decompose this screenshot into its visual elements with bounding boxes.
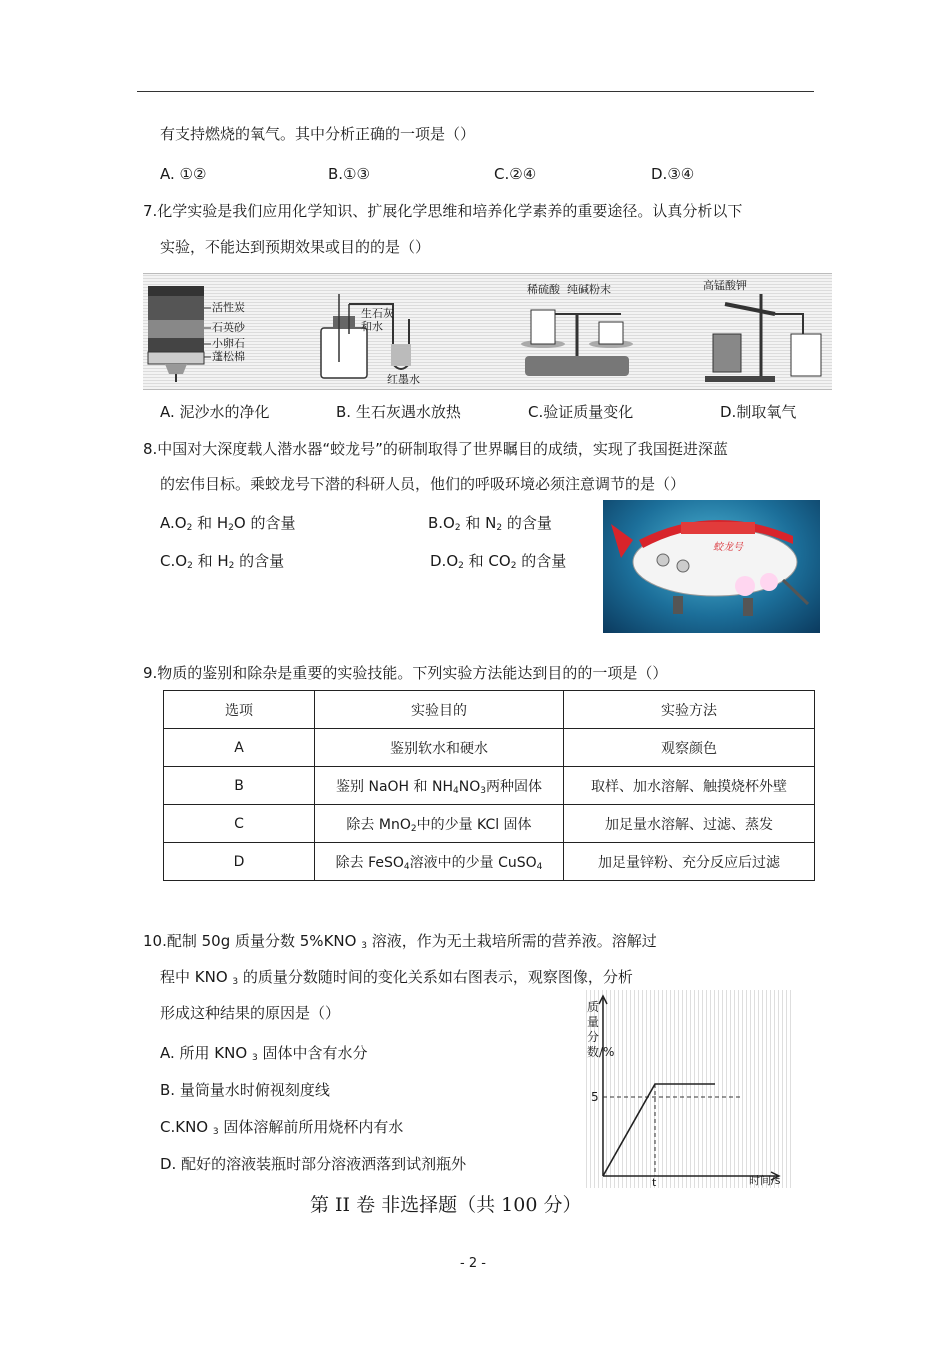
- q8-d-sub1: 2: [458, 561, 464, 571]
- q6-tail-text: 有支持燃烧的氧气。其中分析正确的一项是（）: [160, 125, 476, 143]
- q10-c-p2: 固体溶解前所用烧杯内有水: [218, 1118, 404, 1136]
- balance-scale: [521, 310, 633, 376]
- q8-b-p3: 的含量: [502, 514, 552, 532]
- q8-b-p1: B.O: [428, 514, 455, 532]
- row-c-goal-sub1: 2: [410, 823, 417, 834]
- table-row[interactable]: [164, 729, 815, 767]
- row-d-goal: [315, 843, 564, 881]
- q10-l2-p1: 程中 KNO: [160, 968, 233, 986]
- q6-option-b[interactable]: B.①③: [328, 165, 370, 183]
- filter-label-cotton: 蓬松棉: [212, 350, 245, 363]
- q8-option-a[interactable]: [160, 513, 295, 538]
- page-number: - 2 -: [460, 1256, 486, 1271]
- row-b-goal-p3: 两种固体: [485, 778, 542, 795]
- graph-y-tick: 5: [591, 1090, 599, 1104]
- graph-y-label: 质量分数/%: [587, 1000, 615, 1059]
- filter-column: [148, 286, 211, 382]
- row-a-goal-text: 鉴别软水和硬水: [390, 740, 488, 757]
- header-goal: 实验目的: [315, 691, 564, 729]
- table-header-row: [164, 691, 815, 729]
- q9-stem: 9.物质的鉴别和除杂是重要的实验技能。下列实验方法能达到目的的一项是（）: [143, 664, 668, 682]
- graph-x-label: 时间/s: [749, 1174, 781, 1187]
- q10-a-sub: 3: [251, 1053, 258, 1063]
- row-a-method: 观察颜色: [564, 729, 815, 767]
- filter-label-activated-carbon: 活性炭: [212, 301, 245, 314]
- row-b-goal-sub2: 3: [480, 785, 486, 796]
- submarine-drawing: [603, 500, 820, 633]
- q8-c-sub1: 2: [187, 561, 193, 571]
- q8-a-sub1: 2: [186, 523, 193, 533]
- label-and-water: 和水: [361, 320, 383, 333]
- row-d-goal-p1: 除去 FeSO: [335, 854, 404, 871]
- submarine-hull-text: 蛟龙号: [713, 542, 743, 553]
- filter-label-pebbles: 小卵石: [212, 337, 245, 350]
- section-title: 第 II 卷 非选择题（共 100 分）: [310, 1194, 582, 1216]
- q7-option-a[interactable]: A. 泥沙水的净化: [160, 403, 270, 421]
- q10-l2-p2: 的质量分数随时间的变化关系如右图表示，观察图像，分析: [238, 968, 633, 986]
- q8-c-p1: C.O: [160, 552, 188, 570]
- q8-option-b[interactable]: [428, 513, 552, 538]
- q10-option-a[interactable]: [160, 1043, 367, 1068]
- q7-stem-line2: 实验，不能达到预期效果或目的的是（）: [160, 238, 431, 256]
- row-d-option: D: [164, 843, 315, 881]
- row-b-method: 取样、加水溶解、触摸烧杯外壁: [564, 767, 815, 805]
- q10-option-d[interactable]: [160, 1154, 466, 1174]
- row-a-option: A: [164, 729, 315, 767]
- label-quicklime: 生石灰: [361, 307, 394, 320]
- q7-option-d[interactable]: D.制取氧气: [720, 403, 797, 421]
- q7-option-b[interactable]: B. 生石灰遇水放热: [336, 403, 461, 421]
- q8-a-p2: 和 H: [192, 514, 229, 532]
- q8-c-sub2: 2: [228, 561, 235, 571]
- q10-l2-sub: 3: [232, 977, 239, 987]
- row-c-goal: [315, 805, 564, 843]
- q10-option-c[interactable]: [160, 1117, 403, 1142]
- q8-option-d[interactable]: [430, 551, 566, 576]
- row-d-goal-sub2: 4: [536, 861, 543, 872]
- q8-option-c[interactable]: [160, 551, 284, 576]
- row-b-goal-sub1: 4: [452, 785, 459, 796]
- q7-option-c[interactable]: C.验证质量变化: [528, 403, 634, 421]
- q7-apparatus-figure: [143, 273, 832, 390]
- row-d-goal-sub1: 4: [403, 861, 410, 872]
- row-c-goal-p1: 除去 MnO: [346, 816, 411, 833]
- row-b-goal-p1: 鉴别 NaOH 和 NH: [336, 778, 453, 795]
- label-red-ink: 红墨水: [387, 373, 420, 386]
- q8-b-sub1: 2: [454, 523, 461, 533]
- q10-stem-line3: 形成这种结果的原因是（）: [160, 1004, 341, 1022]
- q8-d-p1: D.O: [430, 552, 459, 570]
- row-d-method: 加足量锌粉、充分反应后过滤: [564, 843, 815, 881]
- row-c-method: 加足量水溶解、过滤、蒸发: [564, 805, 815, 843]
- header-rule: [137, 91, 814, 92]
- q8-d-p3: 的含量: [516, 552, 567, 570]
- row-b-goal-p2: NO: [458, 778, 481, 795]
- q10-l1-sub: 3: [361, 941, 367, 951]
- q10-a-p1: A. 所用 KNO: [160, 1044, 252, 1062]
- row-c-goal-p2: 中的少量 KCl 固体: [416, 816, 532, 833]
- q8-a-p1: A.O: [160, 514, 187, 532]
- mass-fraction-graph: [583, 990, 791, 1188]
- row-c-option: C: [164, 805, 315, 843]
- q8-a-sub2: 2: [228, 523, 234, 533]
- label-potassium-permanganate: 高锰酸钾: [703, 279, 747, 292]
- q10-l1-p1: 10.配制 50g 质量分数 5%KNO: [143, 932, 362, 950]
- q8-b-sub2: 2: [496, 523, 503, 533]
- label-dilute-sulfuric-acid: 稀硫酸: [527, 283, 560, 296]
- q8-stem-line2: 的宏伟目标。乘蛟龙号下潜的科研人员，他们的呼吸环境必须注意调节的是（）: [160, 475, 686, 493]
- q10-b-p1: B. 量筒量水时俯视刻度线: [160, 1081, 330, 1099]
- q9-table: [163, 690, 815, 881]
- submarine-photo: [603, 500, 820, 633]
- graph-x-tick: t: [652, 1176, 657, 1189]
- row-a-goal: [315, 729, 564, 767]
- q10-l1-p2: 溶液，作为无土栽培所需的营养液。溶解过: [366, 932, 657, 950]
- q10-d-p1: D. 配好的溶液装瓶时部分溶液洒落到试剂瓶外: [160, 1155, 467, 1173]
- oxygen-setup: [705, 294, 821, 382]
- q8-stem-line1: 8.中国对大深度载人潜水器“蛟龙号”的研制取得了世界瞩目的成绩，实现了我国挺进深蓝: [143, 440, 728, 458]
- row-d-goal-p2: 溶液中的少量 CuSO: [409, 854, 537, 871]
- table-row[interactable]: [164, 805, 815, 843]
- q8-d-p2: 和 CO: [463, 552, 511, 570]
- q10-stem-line2: [160, 967, 633, 992]
- q8-a-p3: O 的含量: [233, 514, 296, 532]
- q10-c-p1: C.KNO: [160, 1118, 213, 1136]
- q6-option-a[interactable]: A. ①②: [160, 165, 207, 183]
- row-b-option: B: [164, 767, 315, 805]
- q8-b-p2: 和 N: [460, 514, 497, 532]
- q8-c-p3: 的含量: [234, 552, 285, 570]
- header-option: 选项: [164, 691, 315, 729]
- q7-stem-line1: 7.化学实验是我们应用化学知识、扩展化学思维和培养化学素养的重要途径。认真分析以下: [143, 202, 743, 220]
- graph-plot: [583, 990, 791, 1188]
- label-soda-powder: 纯碱粉末: [567, 283, 611, 296]
- header-method: 实验方法: [564, 691, 815, 729]
- row-b-goal: [315, 767, 564, 805]
- q8-c-p2: 和 H: [192, 552, 229, 570]
- q10-c-sub: 3: [212, 1127, 219, 1137]
- table-row[interactable]: [164, 843, 815, 881]
- q6-option-c[interactable]: C.②④: [494, 165, 537, 183]
- graph-series-line: [603, 1084, 715, 1176]
- q8-d-sub2: 2: [510, 561, 517, 571]
- filter-label-quartz-sand: 石英砂: [212, 321, 245, 334]
- table-row[interactable]: [164, 767, 815, 805]
- q10-option-b[interactable]: [160, 1080, 330, 1100]
- q6-option-d[interactable]: D.③④: [651, 165, 695, 183]
- q10-stem-line1: [143, 931, 657, 956]
- q10-a-p2: 固体中含有水分: [257, 1044, 368, 1062]
